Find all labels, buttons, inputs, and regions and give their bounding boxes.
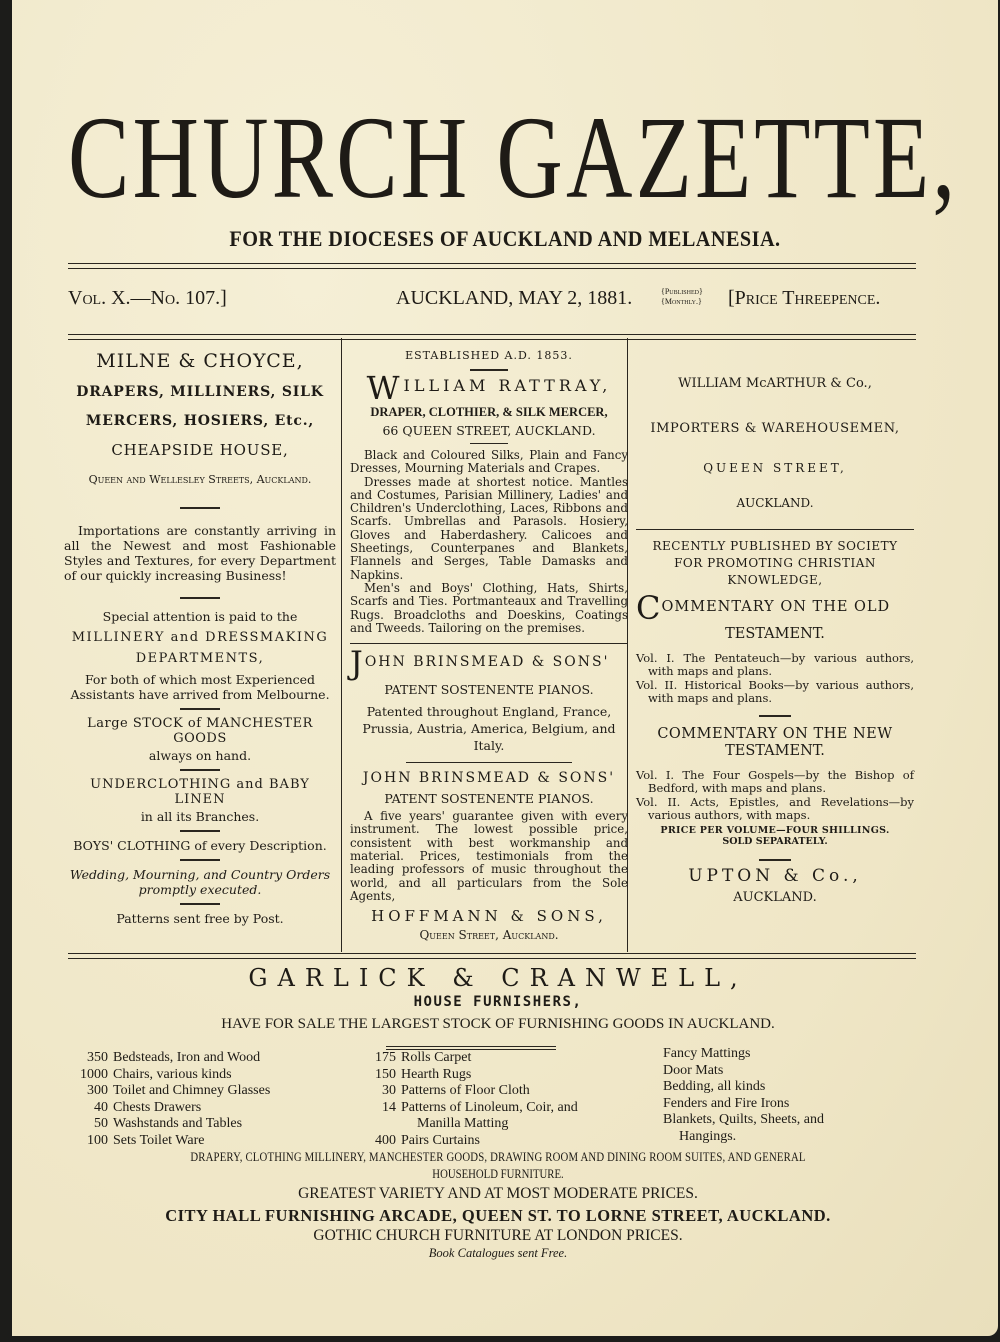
item-qty: 1000 (80, 1066, 108, 1082)
item-name: Hearth Rugs (401, 1066, 472, 1082)
inventory-item: Door Mats (663, 1062, 724, 1078)
brinsmead-initial: J (350, 644, 365, 683)
divider (180, 769, 220, 771)
spck-line-2: FOR PROMOTING CHRISTIAN (674, 556, 876, 570)
item-name: Manilla Matting (417, 1116, 509, 1131)
item-name: Patterns of Linoleum, Coir, and (401, 1099, 578, 1115)
established-date: ESTABLISHED A.D. 1853. (405, 349, 573, 362)
item-name: Toilet and Chimney Glasses (113, 1083, 271, 1098)
inventory-item (68, 1100, 270, 1117)
item-qty: 100 (87, 1132, 108, 1148)
old-testament-word: TESTAMENT. (725, 626, 825, 642)
boys-clothing: BOYS' CLOTHING of every Description. (73, 838, 327, 853)
departments-heading: DEPARTMENTS, (135, 651, 265, 666)
inventory-list-1 (68, 1050, 270, 1149)
divider (636, 529, 914, 530)
hoffmann-sons: HOFFMANN & SONS, (371, 907, 607, 926)
price-per-volume: PRICE PER VOLUME—FOUR SHILLINGS. (660, 825, 890, 837)
rattray-paragraph-3: Men's and Boys' Clothing, Hats, Shirts, Scarfs and Ties. Portmanteaux and Travelling Rugs. Broadcloths and Doeskins, Coatings and Tweeds. Tailoring on the premises. (350, 580, 628, 635)
advert-column-3 (636, 340, 914, 952)
brinsmead-sub-1: PATENT SOSTENENTE PIANOS. (384, 682, 594, 698)
issue-date: AUCKLAND, MAY 2, 1881. (396, 287, 633, 309)
rattray-trade: DRAPER, CLOTHIER, & SILK MERCER, (370, 404, 608, 419)
old-testament-heading (636, 589, 914, 627)
garlick-cranwell-name: GARLICK & CRANWELL, (248, 964, 748, 992)
mcarthur-city: AUCKLAND. (736, 496, 814, 510)
masthead-title (68, 92, 959, 223)
assistants-text: For both of which most Experienced Assistants have arrived from Melbourne. (70, 672, 330, 702)
importations-text: Importations are constantly arriving in all the Newest and most Fashionable Styles and Textures, for every Department of our quickly increasing Business! (64, 523, 336, 583)
inventory-item (68, 1116, 270, 1133)
inventory-item (356, 1083, 578, 1100)
greatest-variety: GREATEST VARIETY AND AT MOST MODERATE PRICES. (298, 1185, 698, 1202)
new-testament-word: TESTAMENT. (725, 743, 825, 760)
newspaper-page (12, 0, 998, 1336)
house-furnishers: HOUSE FURNISHERS, (413, 994, 583, 1010)
item-qty: 14 (382, 1099, 396, 1115)
drapery-line-1: DRAPERY, CLOTHING MILLINERY, MANCHESTER GOODS, DRAWING ROOM AND DINING ROOM SUITES, AND GENERAL (190, 1150, 806, 1164)
publication-frequency (661, 287, 703, 307)
inventory-item: Fenders and Fire Irons (663, 1095, 790, 1111)
brinsmead-heading-1 (350, 644, 628, 683)
rattray-address: 66 QUEEN STREET, AUCKLAND. (382, 422, 596, 438)
commentary-old-rest: OMMENTARY ON THE OLD (661, 599, 891, 615)
masthead-rule (68, 263, 916, 269)
masthead-subtitle: FOR THE DIOCESES OF AUCKLAND AND MELANESIA. (229, 226, 781, 251)
inventory-item (68, 1050, 270, 1067)
advert-milne-choyce (64, 340, 336, 952)
rattray-paragraph-1: Black and Coloured Silks, Plain and Fancy Dresses, Mourning Materials and Crapes. (350, 448, 628, 476)
brinsmead-body-1: Patented throughout England, France, Prussia, Austria, America, Belgium, and Italy. (362, 704, 616, 754)
inventory-item (356, 1067, 578, 1084)
inventory-item (356, 1050, 578, 1067)
item-qty: 30 (382, 1083, 396, 1098)
item-name: Washstands and Tables (113, 1116, 243, 1131)
old-vol-2: Vol. II. Historical Books—by various authors, with maps and plans. (636, 677, 914, 705)
divider (470, 443, 508, 445)
volume-number: Vol. X.—No. 107.] (68, 287, 227, 309)
item-qty: 175 (375, 1050, 396, 1065)
drapery-line-2: HOUSEHOLD FURNITURE. (432, 1167, 564, 1181)
spck-line-3: KNOWLEDGE, (727, 573, 823, 587)
column-divider-1 (341, 338, 342, 952)
inventory-item: Hangings. (679, 1128, 737, 1144)
divider (406, 762, 573, 763)
published-label: {Published} (661, 287, 703, 296)
millinery-heading: MILLINERY and DRESSMAKING (71, 630, 329, 645)
divider (180, 830, 220, 832)
divider (180, 708, 220, 710)
mcarthur-street: QUEEN STREET, (703, 461, 847, 475)
always-on-hand: always on hand. (148, 748, 252, 763)
divider (180, 597, 220, 599)
item-name: Chests Drawers (113, 1099, 202, 1115)
cheapside-house: CHEAPSIDE HOUSE, (111, 441, 289, 459)
inventory-list-2 (356, 1050, 578, 1149)
branches-text: in all its Branches. (140, 809, 260, 824)
inventory-item (68, 1083, 270, 1100)
special-attention: Special attention is paid to the (102, 609, 298, 624)
inventory-list-3 (663, 1046, 824, 1145)
advert-garlick-cranwell (68, 960, 928, 1260)
rattray-name-rest: ILLIAM RATTRAY, (403, 375, 612, 395)
inventory-item (356, 1100, 578, 1117)
issue-info-row (68, 285, 928, 311)
item-qty: 300 (87, 1083, 108, 1098)
new-vol-2: Vol. II. Acts, Epistles, and Revelations—by various authors, with maps. (636, 794, 914, 823)
rattray-name (350, 368, 628, 407)
item-name: Patterns of Floor Cloth (401, 1083, 530, 1098)
inventory-item: Bedding, all kinds (663, 1079, 766, 1094)
sold-separately: SOLD SEPARATELY. (722, 836, 828, 848)
brinsmead-sub-2: PATENT SOSTENENTE PIANOS. (384, 791, 594, 807)
inventory-item (356, 1133, 578, 1150)
monthly-label: {Monthly.} (661, 297, 702, 306)
item-qty: 40 (94, 1099, 108, 1115)
inventory-item: Fancy Mattings (663, 1046, 751, 1061)
item-name: Rolls Carpet (401, 1050, 472, 1065)
item-name: Pairs Curtains (401, 1132, 480, 1148)
brinsmead-name-rest: OHN BRINSMEAD & SONS' (364, 654, 610, 671)
divider (180, 507, 220, 509)
brinsmead-body-2: A five years' guarantee given with every instrument. The lowest possible price, consistent with best workmanship and material. Prices, testimonials from the leading professors of music throughout the world, and all particulars from the Sole Agents, (350, 809, 628, 903)
divider (350, 643, 628, 644)
hoffmann-address: Queen Street, Auckland. (419, 928, 559, 943)
new-vol-1: Vol. I. The Four Gospels—by the Bishop of Bedford, with maps and plans. (636, 768, 914, 796)
gazette-title-text: CHURCH GAZETTE, (68, 92, 959, 223)
milne-choyce-name: MILNE & CHOYCE, (96, 350, 304, 372)
divider (180, 859, 220, 861)
city-hall-arcade: CITY HALL FURNISHING ARCADE, QUEEN ST. TO LORNE STREET, AUCKLAND. (165, 1206, 831, 1225)
divider (180, 903, 220, 905)
item-qty: 400 (375, 1132, 396, 1148)
spck-notice (636, 538, 914, 589)
wedding-orders: Wedding, Mourning, and Country Orders promptly executed. (69, 867, 331, 897)
divider (759, 859, 791, 861)
old-vol-1: Vol. I. The Pentateuch—by various authors, with maps and plans. (636, 651, 914, 679)
rattray-initial: W (366, 368, 404, 407)
item-qty: 350 (87, 1050, 108, 1065)
item-name: Chairs, various kinds (113, 1066, 232, 1082)
new-testament-heading: COMMENTARY ON THE NEW (657, 726, 893, 743)
item-qty: 150 (375, 1066, 396, 1082)
upton-city: AUCKLAND. (733, 890, 817, 906)
milne-trade-line2: MERCERS, HOSIERS, Etc., (85, 413, 315, 429)
patterns-by-post: Patterns sent free by Post. (116, 911, 284, 926)
rattray-paragraph-2: Dresses made at shortest notice. Mantles and Costumes, Parisian Millinery, Ladies' and Children's Underclothing, Laces, Ribbons and Scarfs. Umbrellas and Parasols. Hosiery, Gloves and Haberdashery. Calicoes and Sheetings, Counterpanes and Blankets, Flannels and Serges, Table Damasks and Napkins. (350, 474, 628, 582)
divider (759, 715, 791, 717)
advert-column-2 (350, 340, 628, 952)
item-name: Sets Toilet Ware (113, 1132, 205, 1148)
item-qty (356, 1116, 396, 1133)
inventory-item (356, 1116, 578, 1133)
item-name: Bedsteads, Iron and Wood (113, 1050, 261, 1065)
manchester-goods: Large STOCK of MANCHESTER GOODS (87, 716, 313, 746)
issue-price: [Price Threepence. (728, 287, 881, 309)
commentary-initial: C (636, 589, 662, 627)
inventory-item: Blankets, Quilts, Sheets, and (663, 1112, 824, 1127)
gothic-church-furniture: GOTHIC CHURCH FURNITURE AT LONDON PRICES. (313, 1227, 683, 1244)
mcarthur-trade: IMPORTERS & WAREHOUSEMEN, (650, 421, 900, 436)
divider (470, 369, 508, 371)
columns-bottom-rule (68, 953, 916, 959)
largest-stock-tagline: HAVE FOR SALE THE LARGEST STOCK OF FURNISHING GOODS IN AUCKLAND. (221, 1016, 775, 1032)
milne-trade-line1: DRAPERS, MILLINERS, SILK (76, 384, 324, 400)
milne-address: Queen and Wellesley Streets, Auckland. (88, 473, 312, 486)
underclothing-heading: UNDERCLOTHING and BABY LINEN (90, 777, 310, 807)
brinsmead-heading-2: JOHN BRINSMEAD & SONS' (362, 770, 616, 787)
item-qty: 50 (94, 1116, 108, 1131)
inventory-item (68, 1067, 270, 1084)
catalogues-sent-free: Book Catalogues sent Free. (428, 1246, 568, 1260)
upton-co: UPTON & Co., (688, 866, 862, 887)
inventory-item (68, 1133, 270, 1150)
mcarthur-name: WILLIAM McARTHUR & Co., (678, 376, 872, 391)
spck-line-1: RECENTLY PUBLISHED BY SOCIETY (652, 539, 898, 553)
